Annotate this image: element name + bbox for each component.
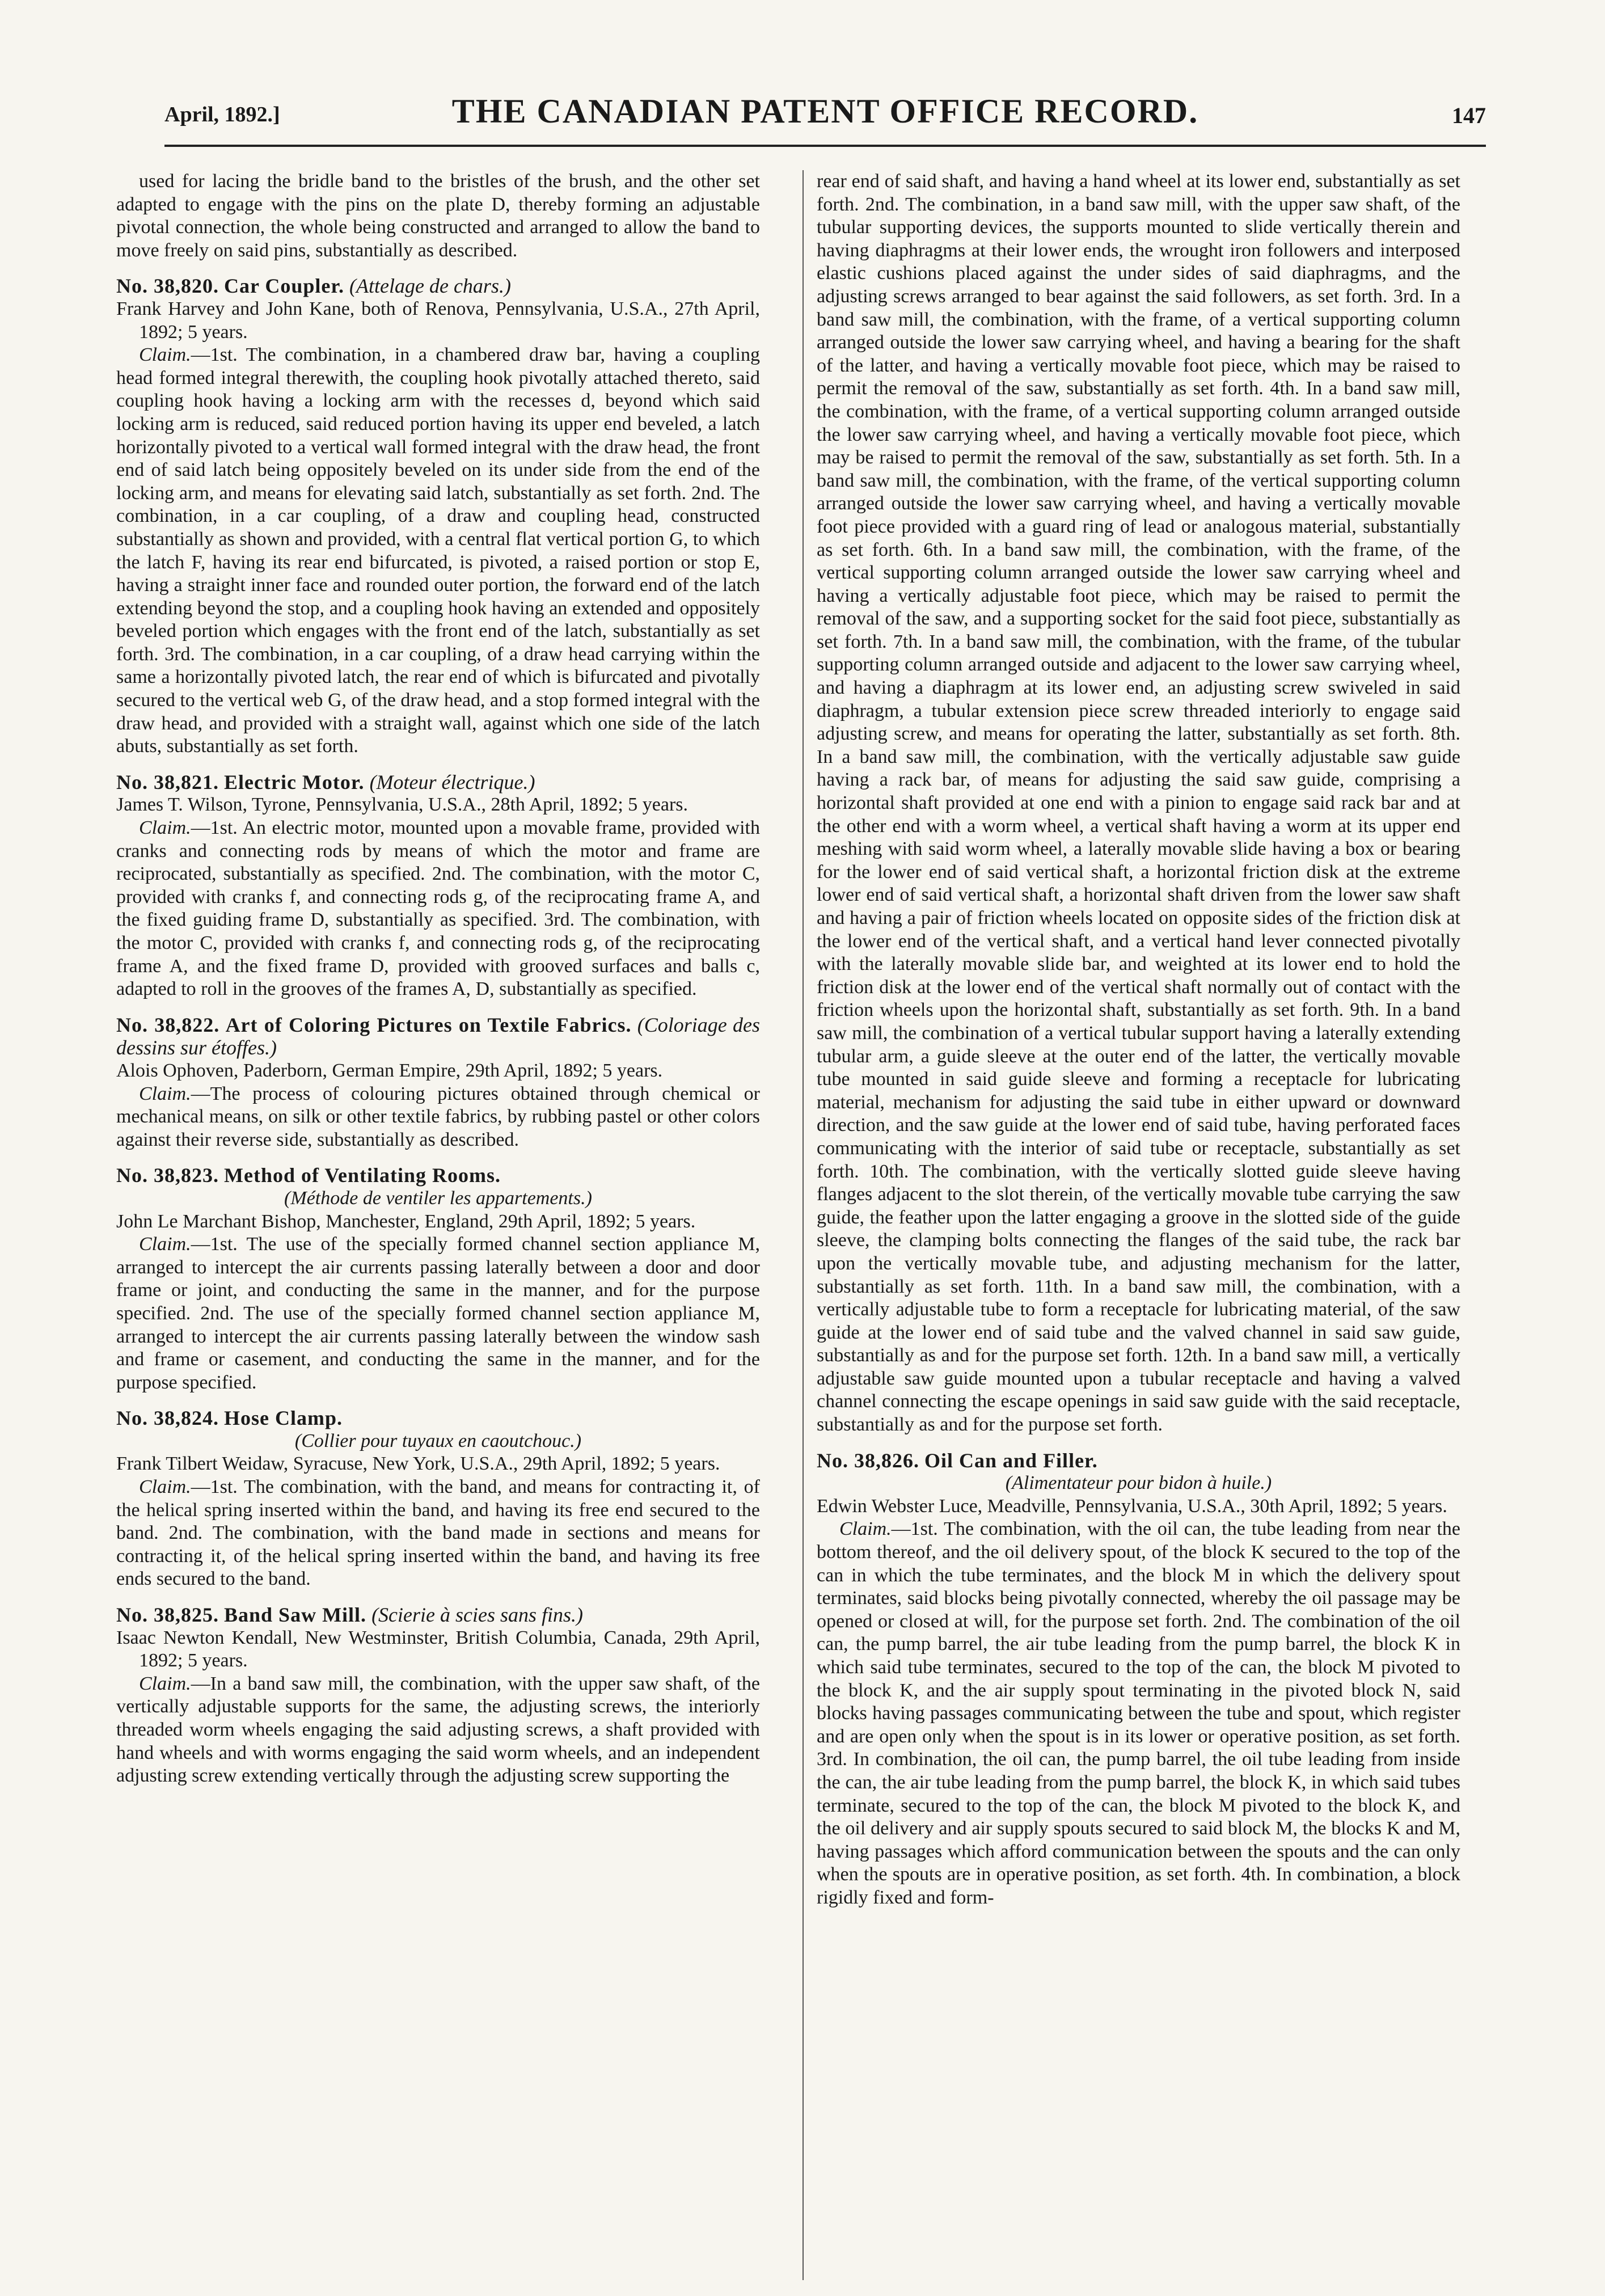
patent-number: No. 38,824. bbox=[116, 1407, 219, 1430]
page-number: 147 bbox=[1452, 103, 1486, 128]
french-title: (Méthode de ventiler les appartements.) bbox=[284, 1187, 592, 1209]
patent-entry bbox=[116, 1407, 760, 1591]
inventor-line: Frank Harvey and John Kane, both of Renova, Pennsylvania, U.S.A., 27th April, 1892; 5 years. bbox=[116, 298, 760, 343]
claim-text bbox=[116, 817, 760, 1001]
patent-entry bbox=[116, 1603, 760, 1788]
patent-title: Electric Motor. bbox=[224, 770, 365, 794]
patent-entry bbox=[817, 1449, 1460, 1910]
entry-heading bbox=[817, 1449, 1460, 1472]
entry-heading bbox=[116, 771, 760, 794]
patent-number: No. 38,822. bbox=[116, 1013, 220, 1036]
french-title: (Scierie à scies sans fins.) bbox=[371, 1603, 583, 1627]
french-title: (Attelage de chars.) bbox=[349, 275, 511, 298]
claim-label: Claim. bbox=[839, 1518, 892, 1540]
entry-heading bbox=[116, 1603, 760, 1627]
continued-claim: used for lacing the bridle band to the bristles of the brush, and the other set adapted to engage with the pins on the plate D, thereby forming an adjustable pivotal connection, the whole being constructed and arranged to allow the band to move freely on said pins, substantially as described. bbox=[116, 171, 760, 261]
left-column bbox=[116, 170, 760, 2280]
inventor-line: Edwin Webster Luce, Meadville, Pennsylvania, U.S.A., 30th April, 1892; 5 years. bbox=[817, 1495, 1447, 1517]
header-rule bbox=[164, 145, 1486, 147]
right-column bbox=[817, 170, 1460, 2280]
header-date: April, 1892.] bbox=[164, 103, 280, 126]
patent-number: No. 38,821. bbox=[116, 770, 219, 794]
patent-entry bbox=[116, 275, 760, 758]
french-title: (Collier pour tuyaux en caoutchouc.) bbox=[294, 1430, 582, 1451]
patent-title: Car Coupler. bbox=[224, 275, 345, 298]
patent-number: No. 38,825. bbox=[116, 1603, 219, 1627]
patent-title: Method of Ventilating Rooms. bbox=[224, 1164, 501, 1187]
claim-body: —The process of colouring pictures obtained through chemical or mechanical means, on silk or other textile fabrics, by rubbing pastel or other colors against their reverse side, substantially as described. bbox=[116, 1083, 760, 1150]
claim-body: —In a band saw mill, the combination, with the upper saw shaft, of the vertically adjustable supports for the same, the adjusting screws, the interiorly threaded worm wheels engaging the said adjusting screws, a shaft provided with hand wheels and with worms engaging the said worm wheels, and an independent adjusting screw extending vertically through the adjusting screw supporting the bbox=[116, 1673, 760, 1787]
entry-heading bbox=[116, 275, 760, 298]
claim-label: Claim. bbox=[139, 1673, 191, 1694]
claim-body: —1st. The combination, with the oil can, the tube leading from near the bottom thereof, and the oil delivery spout, of the block K secured to the top of the can in which the tube terminates, and the block M in which the delivery spout terminates, said blocks being pivotally connected, whereby the oil passage may be opened or closed at will, for the purpose set forth. 2nd. The combination of the oil can, the pump barrel, the air tube leading from the pump barrel, the block K in which said tube terminates, secured to the top of the can, the block M pivoted to the block K, and the air supply spout terminating in the pivoted block N, said blocks having passages communicating between the tube and spout, which register and are open only when the spout is in its lower or operative position, as set forth. 3rd. In combination, the oil can, the pump barrel, the oil tube leading from inside the can, the air tube leading from the pump barrel, the block K, in which said tubes terminate, secured to the top of the can, the block M pivoted to the block K, and the oil delivery and air supply spouts secured to said block M, the blocks K and M, having passages which afford communication between the spouts and the can only when the spouts are in operative position, as set forth. 4th. In combination, a block rigidly fixed and form- bbox=[817, 1518, 1460, 1908]
patent-entry bbox=[116, 771, 760, 1001]
patent-number: No. 38,820. bbox=[116, 275, 219, 298]
claim-label: Claim. bbox=[139, 344, 191, 366]
continued-claim: rear end of said shaft, and having a hand wheel at its lower end, substantially as set forth. 2nd. The combination, in a band saw mill, with the upper saw shaft, of the tubular supporting devices, the supports mounted to slide vertically therein and having diaphragms at their lower ends, the wrought iron followers and interposed elastic cushions placed against the under sides of said diaphragms, and the adjusting screws arranged to bear against the said followers, as set forth. 3rd. In a band saw mill, the combination, with the frame, of a vertical supporting column arranged outside the lower saw carrying wheel, and having a bearing for the shaft of the latter, and having a vertically movable foot piece, which may be raised to permit the removal of the saw, substantially as set forth. 4th. In a band saw mill, the combination, with the frame, of a vertical supporting column arranged outside the lower saw carrying wheel, and having a vertically movable foot piece, which may be raised to permit the removal of the saw, substantially as set forth. 5th. In a band saw mill, the combination, with the frame, of the vertical supporting column arranged outside the lower saw carrying wheel, and having a vertically movable foot piece provided with a guard ring of lead or analogous material, substantially as set forth. 6th. In a band saw mill, the combination, with the frame, of the vertical supporting column arranged outside the lower saw carrying wheel and having a vertically adjustable foot piece, which may be raised to permit the removal of the saw, and a supporting socket for the said foot piece, substantially as set forth. 7th. In a band saw mill, the combination, with the frame, of the tubular supporting column arranged outside and adjacent to the lower saw carrying wheel, and having a diaphragm at its lower end, an adjusting screw swiveled in said diaphragm, a tubular extension piece screw threaded interiorly to engage said adjusting screw, and means for operating the latter, substantially as set forth. 8th. In a band saw mill, the combination, with the vertically adjustable saw guide having a rack bar, of means for adjusting the said saw guide, comprising a horizontal shaft provided at one end with a pinion to engage said rack bar and at the other end with a worm wheel, a vertical shaft having a worm at its upper end meshing with said worm wheel, a laterally movable slide having a box or bearing for the lower end of said vertical shaft, a horizontal friction disk at the extreme lower end of said vertical shaft, a horizontal shaft driven from the lower saw shaft and having a pair of friction wheels located on opposite sides of the friction disk at the lower end of the vertical shaft, and a vertical hand lever connected pivotally with the laterally movable slide bar, and weighted at its lower end to hold the friction disk at the lower end of the vertical shaft normally out of contact with the friction wheels upon the horizontal shaft, substantially as set forth. 9th. In a band saw mill, the combination of a vertical tubular support having a laterally extending tubular arm, a guide sleeve at the outer end of the latter, the vertically movable tube mounted in said guide sleeve and forming a receptacle for lubricating material, mechanism for adjusting the said tube in either upward or downward direction, and the saw guide at the lower end of said tube, having perforated faces communicating with the interior of said tube or receptacle, substantially as set forth. 10th. The combination, with the vertically slotted guide sleeve having flanges adjacent to the slot therein, of the vertically movable tube carrying the saw guide, the feather upon the latter engaging a groove in the slotted side of the guide sleeve, the clamping bolts connecting the flanges of the said tube, the rack bar upon the vertically movable tube, and adjusting mechanism for the latter, substantially as set forth. 11th. In a band saw mill, the combination, with a vertically adjustable tube to form a receptacle for lubricating material, of the saw guide at the lower end of said tube and the valved channel in said saw guide, substantially as and for the purpose set forth. 12th. In a band saw mill, a vertically adjustable saw guide mounted upon a tubular receptacle and having a valved channel connecting the escape openings in said saw guide with the said receptacle, substantially as and for the purpose set forth. bbox=[817, 171, 1460, 1436]
patent-title: Band Saw Mill. bbox=[224, 1603, 367, 1627]
patent-number: No. 38,826. bbox=[817, 1449, 919, 1472]
french-title: (Coloriage des dessins sur étoffes.) bbox=[116, 1013, 760, 1060]
inventor-line: James T. Wilson, Tyrone, Pennsylvania, U.S.A., 28th April, 1892; 5 years. bbox=[116, 794, 688, 816]
entry-heading bbox=[116, 1407, 760, 1430]
claim-label: Claim. bbox=[139, 1234, 191, 1255]
claim-text bbox=[116, 1233, 760, 1394]
claim-text bbox=[116, 1476, 760, 1591]
french-title: (Moteur électrique.) bbox=[369, 770, 535, 794]
entry-heading bbox=[116, 1014, 760, 1060]
claim-body: —1st. The use of the specially formed channel section appliance M, arranged to intercept the air currents passing laterally between a door and door frame or joint, and conducting the same in the manner, and for the purpose specified. 2nd. The use of the specially formed channel section appliance M, arranged to intercept the air currents passing laterally between the window sash and frame or casement, and conducting the same in the manner, and for the purpose specified. bbox=[116, 1234, 760, 1393]
patent-number: No. 38,823. bbox=[116, 1164, 219, 1187]
claim-label: Claim. bbox=[139, 1083, 191, 1104]
patent-entry bbox=[116, 1164, 760, 1394]
claim-body: —1st. The combination, in a chambered draw bar, having a coupling head formed integral therewith, the coupling hook pivotally attached thereto, said coupling hook having a locking arm with the recesses d, beyond which said locking arm is reduced, said reduced portion having its upper end beveled, a latch horizontally pivoted to a vertical wall formed integral with the draw head, the front end of said latch being oppositely beveled on its under side from the end of the locking arm, and means for elevating said latch, substantially as set forth. 2nd. The combination, in a car coupling, of a draw and coupling head, constructed substantially as shown and provided, with a central flat vertical portion G, to which the latch F, having its rear end bifurcated, is pivoted, a raised portion or stop E, having a straight inner face and rounded outer portion, the forward end of the latch extending beyond the stop, and a coupling hook having an extended and oppositely beveled portion which engages with the front end of the latch, substantially as set forth. 3rd. The combination, in a car coupling, of a draw head carrying within the same a horizontally pivoted latch, the rear end of which is bifurcated and pivotally secured to the vertical web G, of the draw head, and a stop formed integral with the draw head, and provided with a straight wall, against which one side of the latch abuts, substantially as set forth. bbox=[116, 344, 760, 757]
claim-label: Claim. bbox=[139, 817, 191, 839]
entry-heading bbox=[116, 1164, 760, 1187]
patent-entry bbox=[116, 1014, 760, 1152]
inventor-line: Frank Tilbert Weidaw, Syracuse, New York, U.S.A., 29th April, 1892; 5 years. bbox=[116, 1453, 720, 1475]
column-divider bbox=[802, 170, 804, 2280]
patent-title: Art of Coloring Pictures on Textile Fabrics. bbox=[225, 1013, 632, 1036]
claim-body: —1st. The combination, with the band, and means for contracting it, of the helical spring inserted within the band, and having its free end secured to the band. 2nd. The combination, with the band made in sections and means for contracting it, of the helical spring inserted within the band, and having its free ends secured to the band. bbox=[116, 1476, 760, 1590]
claim-body: —1st. An electric motor, mounted upon a movable frame, provided with cranks and connecting rods by means of which the motor and frame are reciprocated, substantially as specified. 2nd. The combination, with the motor C, provided with cranks f, and connecting rods g, of the reciprocating frame A, and the fixed guiding frame D, substantially as specified. 3rd. The combination, with the motor C, provided with cranks f, and connecting rods g, of the reciprocating frame A, and the fixed frame D, provided with grooved surfaces and balls c, adapted to roll in the grooves of the frames A, D, substantially as specified. bbox=[116, 817, 760, 1000]
claim-text bbox=[116, 344, 760, 758]
claim-text bbox=[116, 1083, 760, 1152]
claim-label: Claim. bbox=[139, 1476, 191, 1498]
page-header bbox=[164, 85, 1486, 147]
french-title: (Alimentateur pour bidon à huile.) bbox=[1005, 1472, 1272, 1494]
inventor-line: John Le Marchant Bishop, Manchester, England, 29th April, 1892; 5 years. bbox=[116, 1210, 696, 1232]
inventor-line: Alois Ophoven, Paderborn, German Empire, 29th April, 1892; 5 years. bbox=[116, 1060, 663, 1081]
patent-title: Hose Clamp. bbox=[224, 1407, 343, 1430]
patent-title: Oil Can and Filler. bbox=[924, 1449, 1098, 1472]
journal-title: THE CANADIAN PATENT OFFICE RECORD. bbox=[451, 92, 1199, 130]
inventor-line: Isaac Newton Kendall, New Westminster, British Columbia, Canada, 29th April, 1892; 5 years. bbox=[116, 1627, 760, 1672]
claim-text bbox=[116, 1673, 760, 1788]
claim-text bbox=[817, 1518, 1460, 1909]
